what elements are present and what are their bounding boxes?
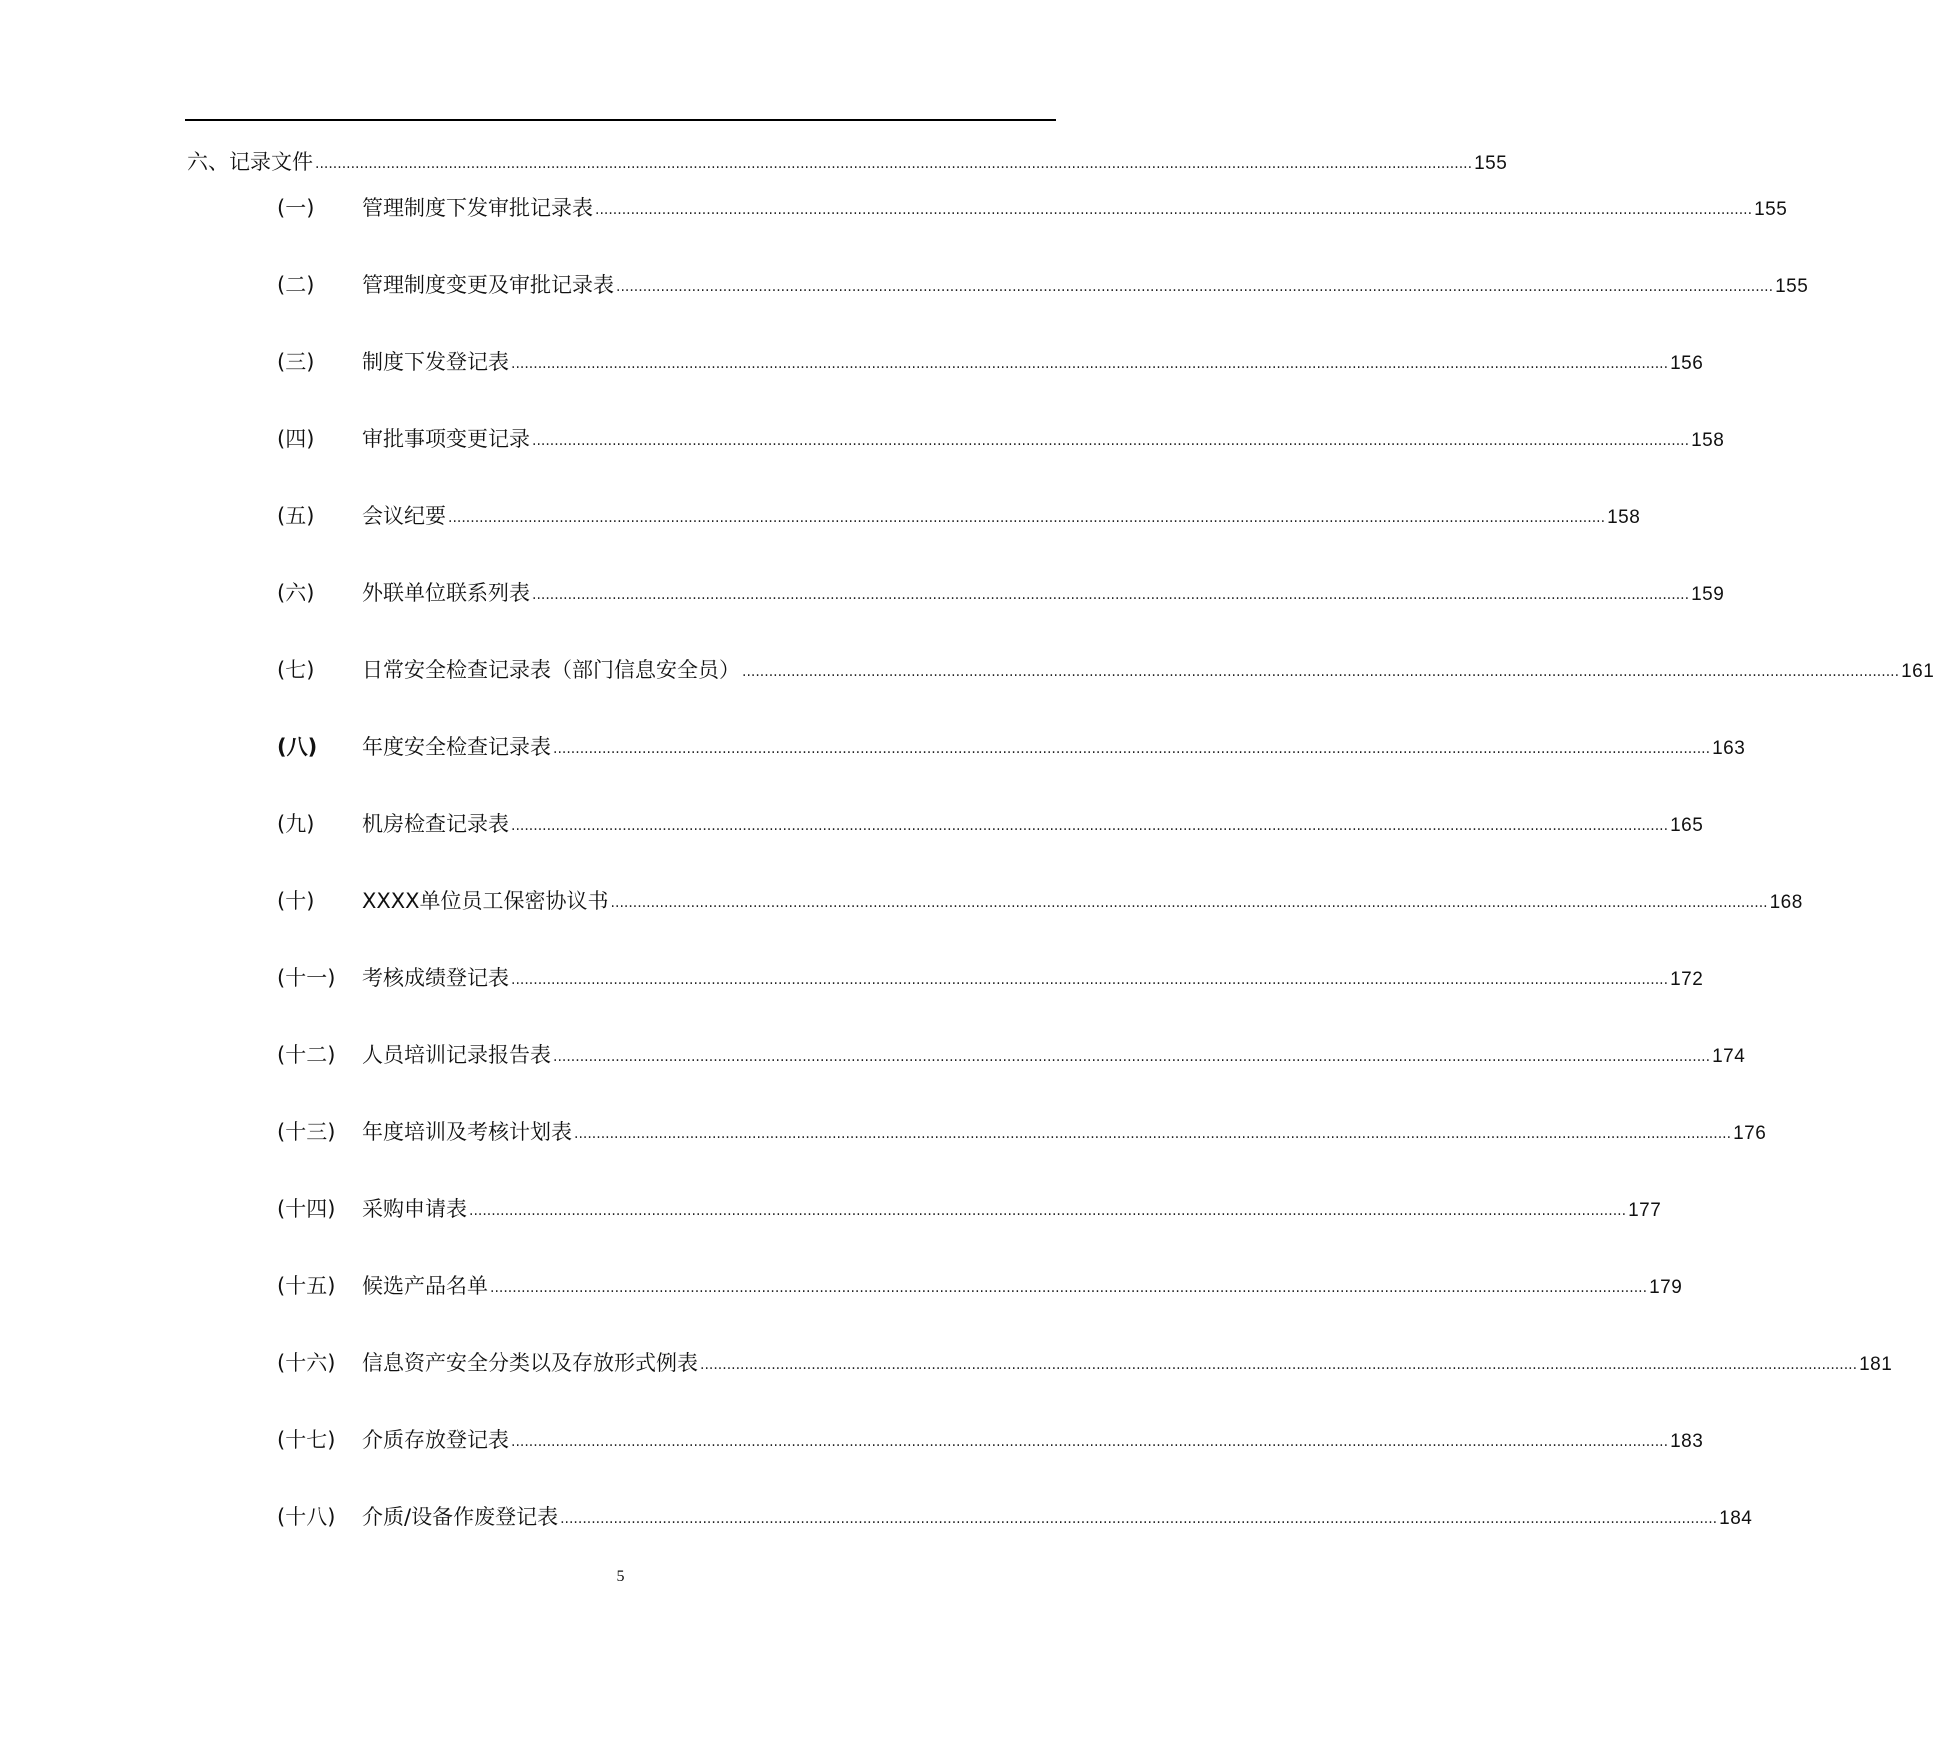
toc-entry-page: 184 <box>1719 1508 1753 1529</box>
toc-entry-number: (六) <box>277 581 315 605</box>
toc-entry-title: 六、记录文件 <box>187 150 313 174</box>
toc-entry-title: 会议纪要 <box>362 504 446 528</box>
toc-dot-leader: .................................................................................................................................................................................................................................................................... <box>532 433 1690 449</box>
toc-entry-title: 介质存放登记表 <box>362 1428 509 1452</box>
toc-entry[interactable] <box>0 1040 1746 1070</box>
toc-entry-page: 168 <box>1769 892 1803 913</box>
toc-entry[interactable] <box>0 963 1704 993</box>
toc-entry-page: 163 <box>1712 738 1746 759</box>
toc-entry-page: 174 <box>1712 1046 1746 1067</box>
toc-entry-title: 介质/设备作废登记表 <box>362 1505 559 1529</box>
toc-entry-title: 采购申请表 <box>362 1197 467 1221</box>
toc-entry[interactable] <box>0 347 1704 377</box>
toc-entry[interactable] <box>0 1425 1704 1455</box>
toc-dot-leader: .................................................................................................................................................................................................................................................................... <box>469 1203 1627 1219</box>
toc-entry[interactable] <box>0 1117 1767 1147</box>
toc-entry-title: 年度培训及考核计划表 <box>362 1120 572 1144</box>
toc-entry-title: 机房检查记录表 <box>362 812 509 836</box>
toc-entry-title: 候选产品名单 <box>362 1274 488 1298</box>
header-rule <box>185 119 1056 121</box>
toc-entry-title: 管理制度变更及审批记录表 <box>362 273 614 297</box>
toc-entry[interactable] <box>0 270 1809 300</box>
toc-entry-number: (十七) <box>277 1428 336 1452</box>
toc-entry-page: 155 <box>1474 153 1508 174</box>
toc-entry-number: (二) <box>277 273 315 297</box>
toc-entry-number: (十五) <box>277 1274 336 1298</box>
toc-entry-number: (十二) <box>277 1043 336 1067</box>
toc-entry-number: (八) <box>277 735 318 759</box>
toc-entry[interactable] <box>0 1502 1753 1532</box>
toc-entry[interactable] <box>0 809 1704 839</box>
toc-entry-title: 年度安全检查记录表 <box>362 735 551 759</box>
toc-entry-title: 人员培训记录报告表 <box>362 1043 551 1067</box>
toc-dot-leader: .................................................................................................................................................................................................................................................................... <box>700 1357 1858 1373</box>
toc-dot-leader: .................................................................................................................................................................................................................................................................... <box>511 356 1669 372</box>
toc-entry-number: (十八) <box>277 1505 336 1529</box>
toc-entry-page: 183 <box>1670 1431 1704 1452</box>
toc-dot-leader: .................................................................................................................................................................................................................................................................... <box>553 1049 1711 1065</box>
toc-entry-level1[interactable] <box>0 147 1508 177</box>
toc-entry-number: (一) <box>277 196 315 220</box>
toc-dot-leader: .................................................................................................................................................................................................................................................................... <box>595 202 1753 218</box>
toc-entry-title: 外联单位联系列表 <box>362 581 530 605</box>
toc-entry-page: 165 <box>1670 815 1704 836</box>
toc-entry-page: 155 <box>1754 199 1788 220</box>
toc-entry-title: XXXX单位员工保密协议书 <box>362 889 609 913</box>
toc-entry-page: 172 <box>1670 969 1704 990</box>
toc-entry-number: (十六) <box>277 1351 336 1375</box>
toc-entry-title: 考核成绩登记表 <box>362 966 509 990</box>
toc-entry-title: 制度下发登记表 <box>362 350 509 374</box>
toc-dot-leader: .................................................................................................................................................................................................................................................................... <box>511 1434 1669 1450</box>
toc-entry[interactable] <box>0 578 1725 608</box>
toc-entry-page: 181 <box>1859 1354 1893 1375</box>
toc-entry[interactable] <box>0 1271 1683 1301</box>
toc-entry-page: 159 <box>1691 584 1725 605</box>
toc-entry[interactable] <box>0 193 1788 223</box>
toc-dot-leader: .................................................................................................................................................................................................................................................................... <box>315 156 1473 172</box>
toc-dot-leader: .................................................................................................................................................................................................................................................................... <box>560 1511 1718 1527</box>
toc-entry-number: (三) <box>277 350 315 374</box>
toc-entry-page: 161 <box>1901 661 1934 682</box>
toc-entry-page: 179 <box>1649 1277 1683 1298</box>
toc-entry-page: 156 <box>1670 353 1704 374</box>
toc-dot-leader: .................................................................................................................................................................................................................................................................... <box>490 1280 1648 1296</box>
toc-entry-page: 176 <box>1733 1123 1767 1144</box>
toc-entry-number: (十三) <box>277 1120 336 1144</box>
toc-dot-leader: .................................................................................................................................................................................................................................................................... <box>511 972 1669 988</box>
toc-entry[interactable] <box>0 501 1641 531</box>
toc-entry-page: 177 <box>1628 1200 1662 1221</box>
toc-dot-leader: .................................................................................................................................................................................................................................................................... <box>574 1126 1732 1142</box>
toc-entry-page: 158 <box>1691 430 1725 451</box>
toc-dot-leader: .................................................................................................................................................................................................................................................................... <box>511 818 1669 834</box>
toc-entry[interactable] <box>0 886 1803 916</box>
toc-entry-number: (十一) <box>277 966 336 990</box>
toc-entry[interactable] <box>0 732 1746 762</box>
toc-entry-number: (四) <box>277 427 315 451</box>
toc-entry-number: (十四) <box>277 1197 336 1221</box>
toc-dot-leader: .................................................................................................................................................................................................................................................................... <box>610 895 1768 911</box>
toc-entry-title: 日常安全检查记录表（部门信息安全员） <box>362 658 740 682</box>
toc-entry[interactable] <box>0 424 1725 454</box>
toc-entry-title: 管理制度下发审批记录表 <box>362 196 593 220</box>
toc-entry-number: (七) <box>277 658 315 682</box>
toc-dot-leader: .................................................................................................................................................................................................................................................................... <box>553 741 1711 757</box>
toc-entry-page: 158 <box>1607 507 1641 528</box>
toc-dot-leader: .................................................................................................................................................................................................................................................................... <box>742 664 1900 680</box>
toc-dot-leader: .................................................................................................................................................................................................................................................................... <box>532 587 1690 603</box>
page-number: 5 <box>616 1568 625 1585</box>
toc-entry-title: 信息资产安全分类以及存放形式例表 <box>362 1351 698 1375</box>
toc-dot-leader: .................................................................................................................................................................................................................................................................... <box>616 279 1774 295</box>
toc-entry[interactable] <box>0 1194 1662 1224</box>
toc-entry[interactable] <box>0 1348 1893 1378</box>
toc-entry-page: 155 <box>1775 276 1809 297</box>
toc-entry-number: (五) <box>277 504 315 528</box>
toc-entry-number: (九) <box>277 812 315 836</box>
toc-dot-leader: .................................................................................................................................................................................................................................................................... <box>448 510 1606 526</box>
toc-entry-title: 审批事项变更记录 <box>362 427 530 451</box>
toc-entry-number: (十) <box>277 889 315 913</box>
toc-entry[interactable] <box>0 655 1934 685</box>
